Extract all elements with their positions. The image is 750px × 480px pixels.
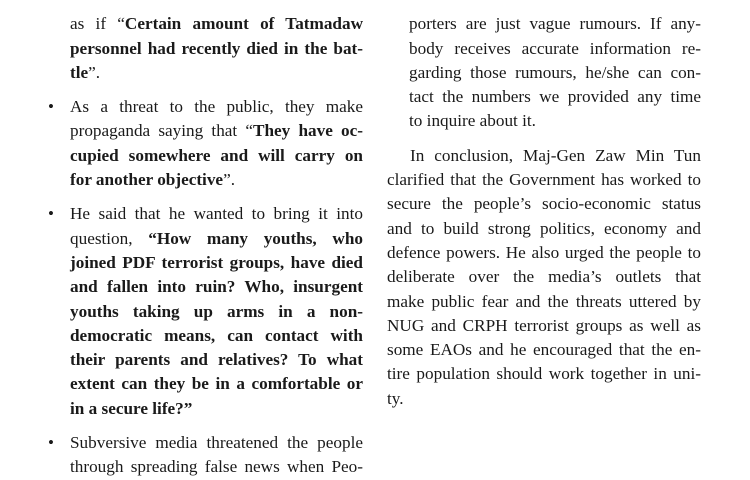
text-line: and fallen into ruin? Who, insurgent: [70, 277, 363, 297]
text-line: some EAOs and he encouraged that the en-: [387, 340, 701, 360]
conclusion-paragraph: [387, 144, 701, 411]
text-line: garding those rumours, he/she can con-: [409, 62, 701, 82]
text-line: extent can they be in a comfortable or: [70, 374, 363, 394]
list-item-question: [70, 202, 363, 421]
text-line: secure the people’s socio-economic status: [387, 194, 701, 214]
text-line: cupied somewhere and will carry on: [70, 145, 363, 165]
text-line: as if “Certain amount of Tatmadaw: [70, 14, 363, 34]
text-line: NUG and CRPH terrorist groups as well as: [387, 315, 701, 335]
rumour-paragraph-continued: [409, 0, 701, 134]
text-line: tact the numbers we provided any time: [409, 87, 701, 107]
text-line: democratic means, can contact with: [70, 325, 363, 345]
text-line: clarified that the Government has worked to: [387, 170, 701, 190]
text-line: • Subversive media threatened the people: [70, 433, 363, 453]
text-line: personnel had recently died in the bat-: [70, 38, 363, 58]
list-item-subversive-media: [70, 431, 363, 480]
text-line: In conclusion, Maj-Gen Zaw Min Tun: [410, 145, 701, 165]
text-line: ty.: [387, 388, 404, 408]
text-line: • He said that he wanted to bring it into: [70, 204, 363, 224]
text-line: tire population should work together in uni-: [387, 364, 701, 384]
text-line: in a secure life?”: [70, 398, 193, 418]
left-column: [70, 0, 363, 480]
text-line: question, “How many youths, who: [70, 228, 363, 248]
text-line: • As a threat to the public, they make: [70, 97, 363, 117]
text-line: deliberate over the media’s outlets that: [387, 267, 701, 287]
text-line: tle”.: [70, 62, 101, 82]
text-line: defence powers. He also urged the people to: [387, 242, 701, 262]
right-column: [387, 0, 701, 411]
text-line: and to build strong politics, economy and: [387, 218, 701, 238]
text-line: make public fear and the threats uttered by: [387, 291, 701, 311]
text-line: to inquire about it.: [409, 111, 536, 131]
text-line: their parents and relatives? To what: [70, 350, 363, 370]
text-line: porters are just vague rumours. If any-: [409, 14, 701, 34]
text-line: joined PDF terrorist groups, have died: [70, 252, 363, 272]
text-line: youths taking up arms in a non-: [70, 301, 363, 321]
list-item-tatmadaw: [70, 0, 363, 85]
text-line: body receives accurate information re-: [409, 38, 701, 58]
text-line: for another objective”.: [70, 170, 235, 190]
text-line: propaganda saying that “They have oc-: [70, 121, 363, 141]
text-line: through spreading false news when Peo-: [70, 457, 363, 477]
list-item-threat: [70, 95, 363, 192]
